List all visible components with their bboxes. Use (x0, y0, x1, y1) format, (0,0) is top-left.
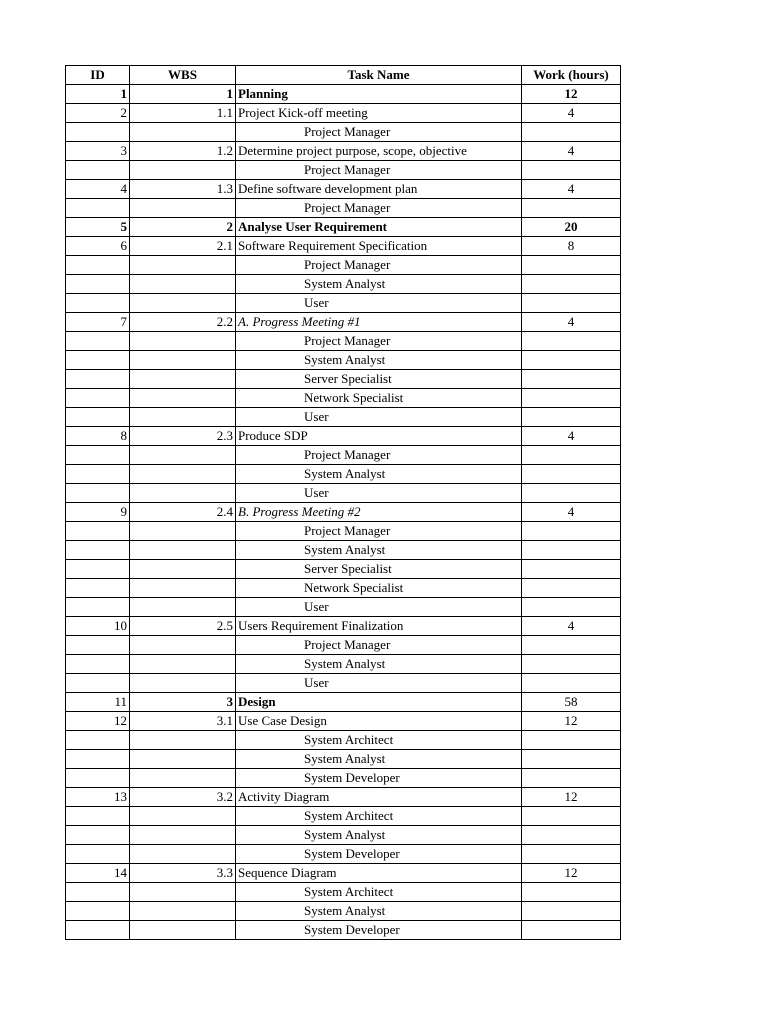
id-cell (66, 332, 130, 351)
wbs-cell (130, 541, 236, 560)
id-cell: 5 (66, 218, 130, 237)
task-name-text: Network Specialist (304, 580, 404, 595)
work-hours-cell: 12 (522, 85, 621, 104)
table-body (66, 85, 621, 940)
id-cell: 12 (66, 712, 130, 731)
task-name-text: Produce SDP (238, 428, 308, 443)
work-hours-cell: 4 (522, 617, 621, 636)
wbs-cell (130, 655, 236, 674)
work-hours-cell (522, 731, 621, 750)
work-hours-cell (522, 655, 621, 674)
id-cell (66, 199, 130, 218)
id-cell (66, 446, 130, 465)
wbs-cell: 3.1 (130, 712, 236, 731)
task-name-text: System Developer (304, 846, 400, 861)
id-cell (66, 731, 130, 750)
task-name-text: User (304, 599, 329, 614)
task-name-text: Project Manager (304, 637, 391, 652)
work-hours-cell: 4 (522, 142, 621, 161)
work-hours-cell (522, 541, 621, 560)
wbs-cell (130, 351, 236, 370)
id-cell (66, 161, 130, 180)
task-name-text: System Developer (304, 770, 400, 785)
task-name-cell (236, 674, 522, 693)
task-name-text: Project Kick-off meeting (238, 105, 368, 120)
work-hours-cell (522, 636, 621, 655)
work-hours-cell: 12 (522, 864, 621, 883)
task-name-cell (236, 104, 522, 123)
task-name-cell (236, 807, 522, 826)
task-name-cell (236, 142, 522, 161)
task-name-cell (236, 408, 522, 427)
work-hours-cell (522, 769, 621, 788)
task-name-text: Project Manager (304, 257, 391, 272)
work-hours-cell: 4 (522, 180, 621, 199)
id-cell (66, 275, 130, 294)
task-name-cell (236, 389, 522, 408)
work-hours-cell (522, 370, 621, 389)
task-row (66, 142, 621, 161)
resource-row (66, 275, 621, 294)
task-row (66, 712, 621, 731)
wbs-cell (130, 579, 236, 598)
task-row (66, 788, 621, 807)
wbs-cell (130, 256, 236, 275)
work-hours-cell (522, 845, 621, 864)
work-hours-cell (522, 560, 621, 579)
task-name-text: System Analyst (304, 542, 386, 557)
resource-row (66, 750, 621, 769)
task-row (66, 693, 621, 712)
id-cell (66, 123, 130, 142)
task-name-cell (236, 465, 522, 484)
resource-row (66, 408, 621, 427)
resource-row (66, 199, 621, 218)
id-cell: 13 (66, 788, 130, 807)
task-name-cell (236, 370, 522, 389)
resource-row (66, 731, 621, 750)
wbs-cell (130, 522, 236, 541)
resource-row (66, 465, 621, 484)
work-hours-cell: 20 (522, 218, 621, 237)
wbs-cell (130, 769, 236, 788)
work-hours-cell (522, 256, 621, 275)
task-row (66, 864, 621, 883)
wbs-cell: 2.4 (130, 503, 236, 522)
id-cell (66, 807, 130, 826)
wbs-cell: 2.1 (130, 237, 236, 256)
wbs-cell: 3 (130, 693, 236, 712)
resource-row (66, 389, 621, 408)
task-name-cell (236, 769, 522, 788)
id-cell (66, 902, 130, 921)
work-hours-cell (522, 674, 621, 693)
task-row (66, 427, 621, 446)
wbs-cell (130, 731, 236, 750)
task-name-text: Sequence Diagram (238, 865, 337, 880)
id-cell (66, 560, 130, 579)
id-cell (66, 484, 130, 503)
id-cell: 1 (66, 85, 130, 104)
resource-row (66, 769, 621, 788)
id-cell (66, 579, 130, 598)
id-cell: 11 (66, 693, 130, 712)
wbs-cell (130, 484, 236, 503)
wbs-cell (130, 826, 236, 845)
work-hours-cell (522, 446, 621, 465)
task-name-cell (236, 902, 522, 921)
task-name-text: Project Manager (304, 447, 391, 462)
wbs-cell (130, 294, 236, 313)
task-name-text: Software Requirement Specification (238, 238, 428, 253)
id-cell (66, 636, 130, 655)
task-name-cell (236, 522, 522, 541)
wbs-cell (130, 674, 236, 693)
task-name-cell (236, 427, 522, 446)
work-hours-cell (522, 389, 621, 408)
wbs-cell: 1.3 (130, 180, 236, 199)
work-hours-cell: 4 (522, 313, 621, 332)
resource-row (66, 522, 621, 541)
wbs-cell (130, 902, 236, 921)
task-name-text: Users Requirement Finalization (238, 618, 404, 633)
task-name-cell (236, 541, 522, 560)
task-name-cell (236, 655, 522, 674)
task-name-text: Project Manager (304, 124, 391, 139)
resource-row (66, 560, 621, 579)
task-name-text: Activity Diagram (238, 789, 330, 804)
resource-row (66, 161, 621, 180)
task-name-text: System Analyst (304, 827, 386, 842)
id-cell (66, 883, 130, 902)
task-name-cell (236, 123, 522, 142)
task-name-text: Planning (238, 86, 288, 101)
resource-row (66, 446, 621, 465)
task-row (66, 218, 621, 237)
task-name-text: Analyse User Requirement (238, 219, 388, 234)
id-cell (66, 921, 130, 940)
task-name-cell (236, 617, 522, 636)
wbs-cell: 2.5 (130, 617, 236, 636)
task-name-cell (236, 85, 522, 104)
wbs-cell: 1.2 (130, 142, 236, 161)
id-cell (66, 826, 130, 845)
task-name-text: System Analyst (304, 276, 386, 291)
resource-row (66, 845, 621, 864)
task-name-text: Define software development plan (238, 181, 418, 196)
task-name-text: System Analyst (304, 466, 386, 481)
id-cell: 10 (66, 617, 130, 636)
id-cell (66, 750, 130, 769)
task-name-text: Determine project purpose, scope, objective (238, 143, 467, 158)
resource-row (66, 370, 621, 389)
wbs-cell: 3.2 (130, 788, 236, 807)
task-name-cell (236, 731, 522, 750)
wbs-cell (130, 275, 236, 294)
id-cell (66, 598, 130, 617)
task-name-cell (236, 864, 522, 883)
wbs-cell: 1.1 (130, 104, 236, 123)
resource-row (66, 598, 621, 617)
id-cell: 9 (66, 503, 130, 522)
wbs-cell: 2 (130, 218, 236, 237)
resource-row (66, 351, 621, 370)
id-cell (66, 465, 130, 484)
work-hours-cell: 4 (522, 104, 621, 123)
wbs-cell (130, 883, 236, 902)
task-row (66, 85, 621, 104)
task-row (66, 104, 621, 123)
id-cell (66, 351, 130, 370)
task-name-cell (236, 560, 522, 579)
work-hours-cell (522, 883, 621, 902)
id-cell (66, 541, 130, 560)
work-hours-cell (522, 921, 621, 940)
task-name-text: System Analyst (304, 903, 386, 918)
resource-row (66, 902, 621, 921)
task-name-cell (236, 636, 522, 655)
resource-row (66, 123, 621, 142)
wbs-cell (130, 845, 236, 864)
task-name-cell (236, 503, 522, 522)
work-hours-cell (522, 275, 621, 294)
resource-row (66, 541, 621, 560)
wbs-cell (130, 921, 236, 940)
id-cell (66, 845, 130, 864)
work-hours-cell (522, 351, 621, 370)
work-hours-cell: 8 (522, 237, 621, 256)
resource-row (66, 636, 621, 655)
task-name-text: Project Manager (304, 200, 391, 215)
task-name-cell (236, 161, 522, 180)
work-hours-cell (522, 465, 621, 484)
header-wbs: WBS (130, 66, 236, 85)
wbs-table (65, 65, 621, 940)
id-cell (66, 674, 130, 693)
wbs-cell (130, 161, 236, 180)
work-hours-cell (522, 484, 621, 503)
task-name-cell (236, 788, 522, 807)
task-name-cell (236, 712, 522, 731)
id-cell (66, 655, 130, 674)
task-name-cell (236, 750, 522, 769)
wbs-cell (130, 750, 236, 769)
task-name-cell (236, 826, 522, 845)
wbs-cell (130, 332, 236, 351)
id-cell (66, 522, 130, 541)
task-name-text: System Analyst (304, 352, 386, 367)
work-hours-cell: 12 (522, 788, 621, 807)
task-name-cell (236, 579, 522, 598)
wbs-cell (130, 199, 236, 218)
work-hours-cell (522, 408, 621, 427)
header-row (66, 66, 621, 85)
task-name-text: System Analyst (304, 656, 386, 671)
id-cell: 14 (66, 864, 130, 883)
task-name-text: Use Case Design (238, 713, 327, 728)
work-hours-cell (522, 826, 621, 845)
task-name-text: System Architect (304, 732, 394, 747)
task-name-text: User (304, 675, 329, 690)
id-cell (66, 294, 130, 313)
task-row (66, 237, 621, 256)
task-name-text: System Analyst (304, 751, 386, 766)
task-name-text: Server Specialist (304, 371, 392, 386)
task-name-text: Server Specialist (304, 561, 392, 576)
task-name-text: A. Progress Meeting #1 (238, 314, 361, 329)
task-name-text: User (304, 485, 329, 500)
task-name-cell (236, 313, 522, 332)
task-name-cell (236, 256, 522, 275)
wbs-cell (130, 123, 236, 142)
id-cell (66, 389, 130, 408)
wbs-cell (130, 389, 236, 408)
task-row (66, 503, 621, 522)
task-name-cell (236, 199, 522, 218)
task-name-text: System Architect (304, 808, 394, 823)
task-name-cell (236, 598, 522, 617)
wbs-cell: 2.2 (130, 313, 236, 332)
resource-row (66, 826, 621, 845)
task-name-text: User (304, 409, 329, 424)
id-cell: 7 (66, 313, 130, 332)
work-hours-cell: 58 (522, 693, 621, 712)
id-cell (66, 256, 130, 275)
work-hours-cell (522, 123, 621, 142)
work-hours-cell (522, 807, 621, 826)
task-name-text: Project Manager (304, 523, 391, 538)
wbs-cell (130, 408, 236, 427)
task-name-cell (236, 446, 522, 465)
task-name-text: Project Manager (304, 333, 391, 348)
resource-row (66, 484, 621, 503)
id-cell: 6 (66, 237, 130, 256)
task-name-text: System Developer (304, 922, 400, 937)
id-cell: 8 (66, 427, 130, 446)
work-hours-cell (522, 332, 621, 351)
resource-row (66, 294, 621, 313)
task-name-cell (236, 921, 522, 940)
task-name-text: Design (238, 694, 276, 709)
task-name-cell (236, 351, 522, 370)
resource-row (66, 579, 621, 598)
task-name-text: B. Progress Meeting #2 (238, 504, 361, 519)
work-hours-cell (522, 750, 621, 769)
work-hours-cell (522, 161, 621, 180)
wbs-cell (130, 465, 236, 484)
task-row (66, 313, 621, 332)
task-name-cell (236, 237, 522, 256)
id-cell (66, 408, 130, 427)
task-name-text: User (304, 295, 329, 310)
wbs-cell: 1 (130, 85, 236, 104)
resource-row (66, 332, 621, 351)
id-cell: 4 (66, 180, 130, 199)
task-name-cell (236, 484, 522, 503)
id-cell (66, 769, 130, 788)
resource-row (66, 883, 621, 902)
resource-row (66, 807, 621, 826)
task-name-cell (236, 294, 522, 313)
wbs-cell (130, 636, 236, 655)
wbs-cell (130, 446, 236, 465)
task-row (66, 180, 621, 199)
task-name-cell (236, 332, 522, 351)
work-hours-cell: 4 (522, 503, 621, 522)
work-hours-cell (522, 598, 621, 617)
wbs-cell (130, 560, 236, 579)
header-work-hours: Work (hours) (522, 66, 621, 85)
wbs-cell (130, 370, 236, 389)
task-name-cell (236, 845, 522, 864)
work-hours-cell (522, 902, 621, 921)
header-id: ID (66, 66, 130, 85)
work-hours-cell (522, 579, 621, 598)
task-name-cell (236, 275, 522, 294)
task-row (66, 617, 621, 636)
task-name-cell (236, 883, 522, 902)
id-cell: 2 (66, 104, 130, 123)
work-hours-cell (522, 522, 621, 541)
work-hours-cell: 12 (522, 712, 621, 731)
task-name-cell (236, 218, 522, 237)
resource-row (66, 674, 621, 693)
wbs-cell (130, 598, 236, 617)
task-name-text: System Architect (304, 884, 394, 899)
resource-row (66, 921, 621, 940)
task-name-cell (236, 180, 522, 199)
header-task-name: Task Name (236, 66, 522, 85)
task-name-text: Project Manager (304, 162, 391, 177)
work-hours-cell (522, 294, 621, 313)
work-hours-cell: 4 (522, 427, 621, 446)
task-name-cell (236, 693, 522, 712)
task-name-text: Network Specialist (304, 390, 404, 405)
wbs-cell: 2.3 (130, 427, 236, 446)
wbs-cell (130, 807, 236, 826)
work-hours-cell (522, 199, 621, 218)
wbs-cell: 3.3 (130, 864, 236, 883)
id-cell (66, 370, 130, 389)
resource-row (66, 655, 621, 674)
id-cell: 3 (66, 142, 130, 161)
resource-row (66, 256, 621, 275)
